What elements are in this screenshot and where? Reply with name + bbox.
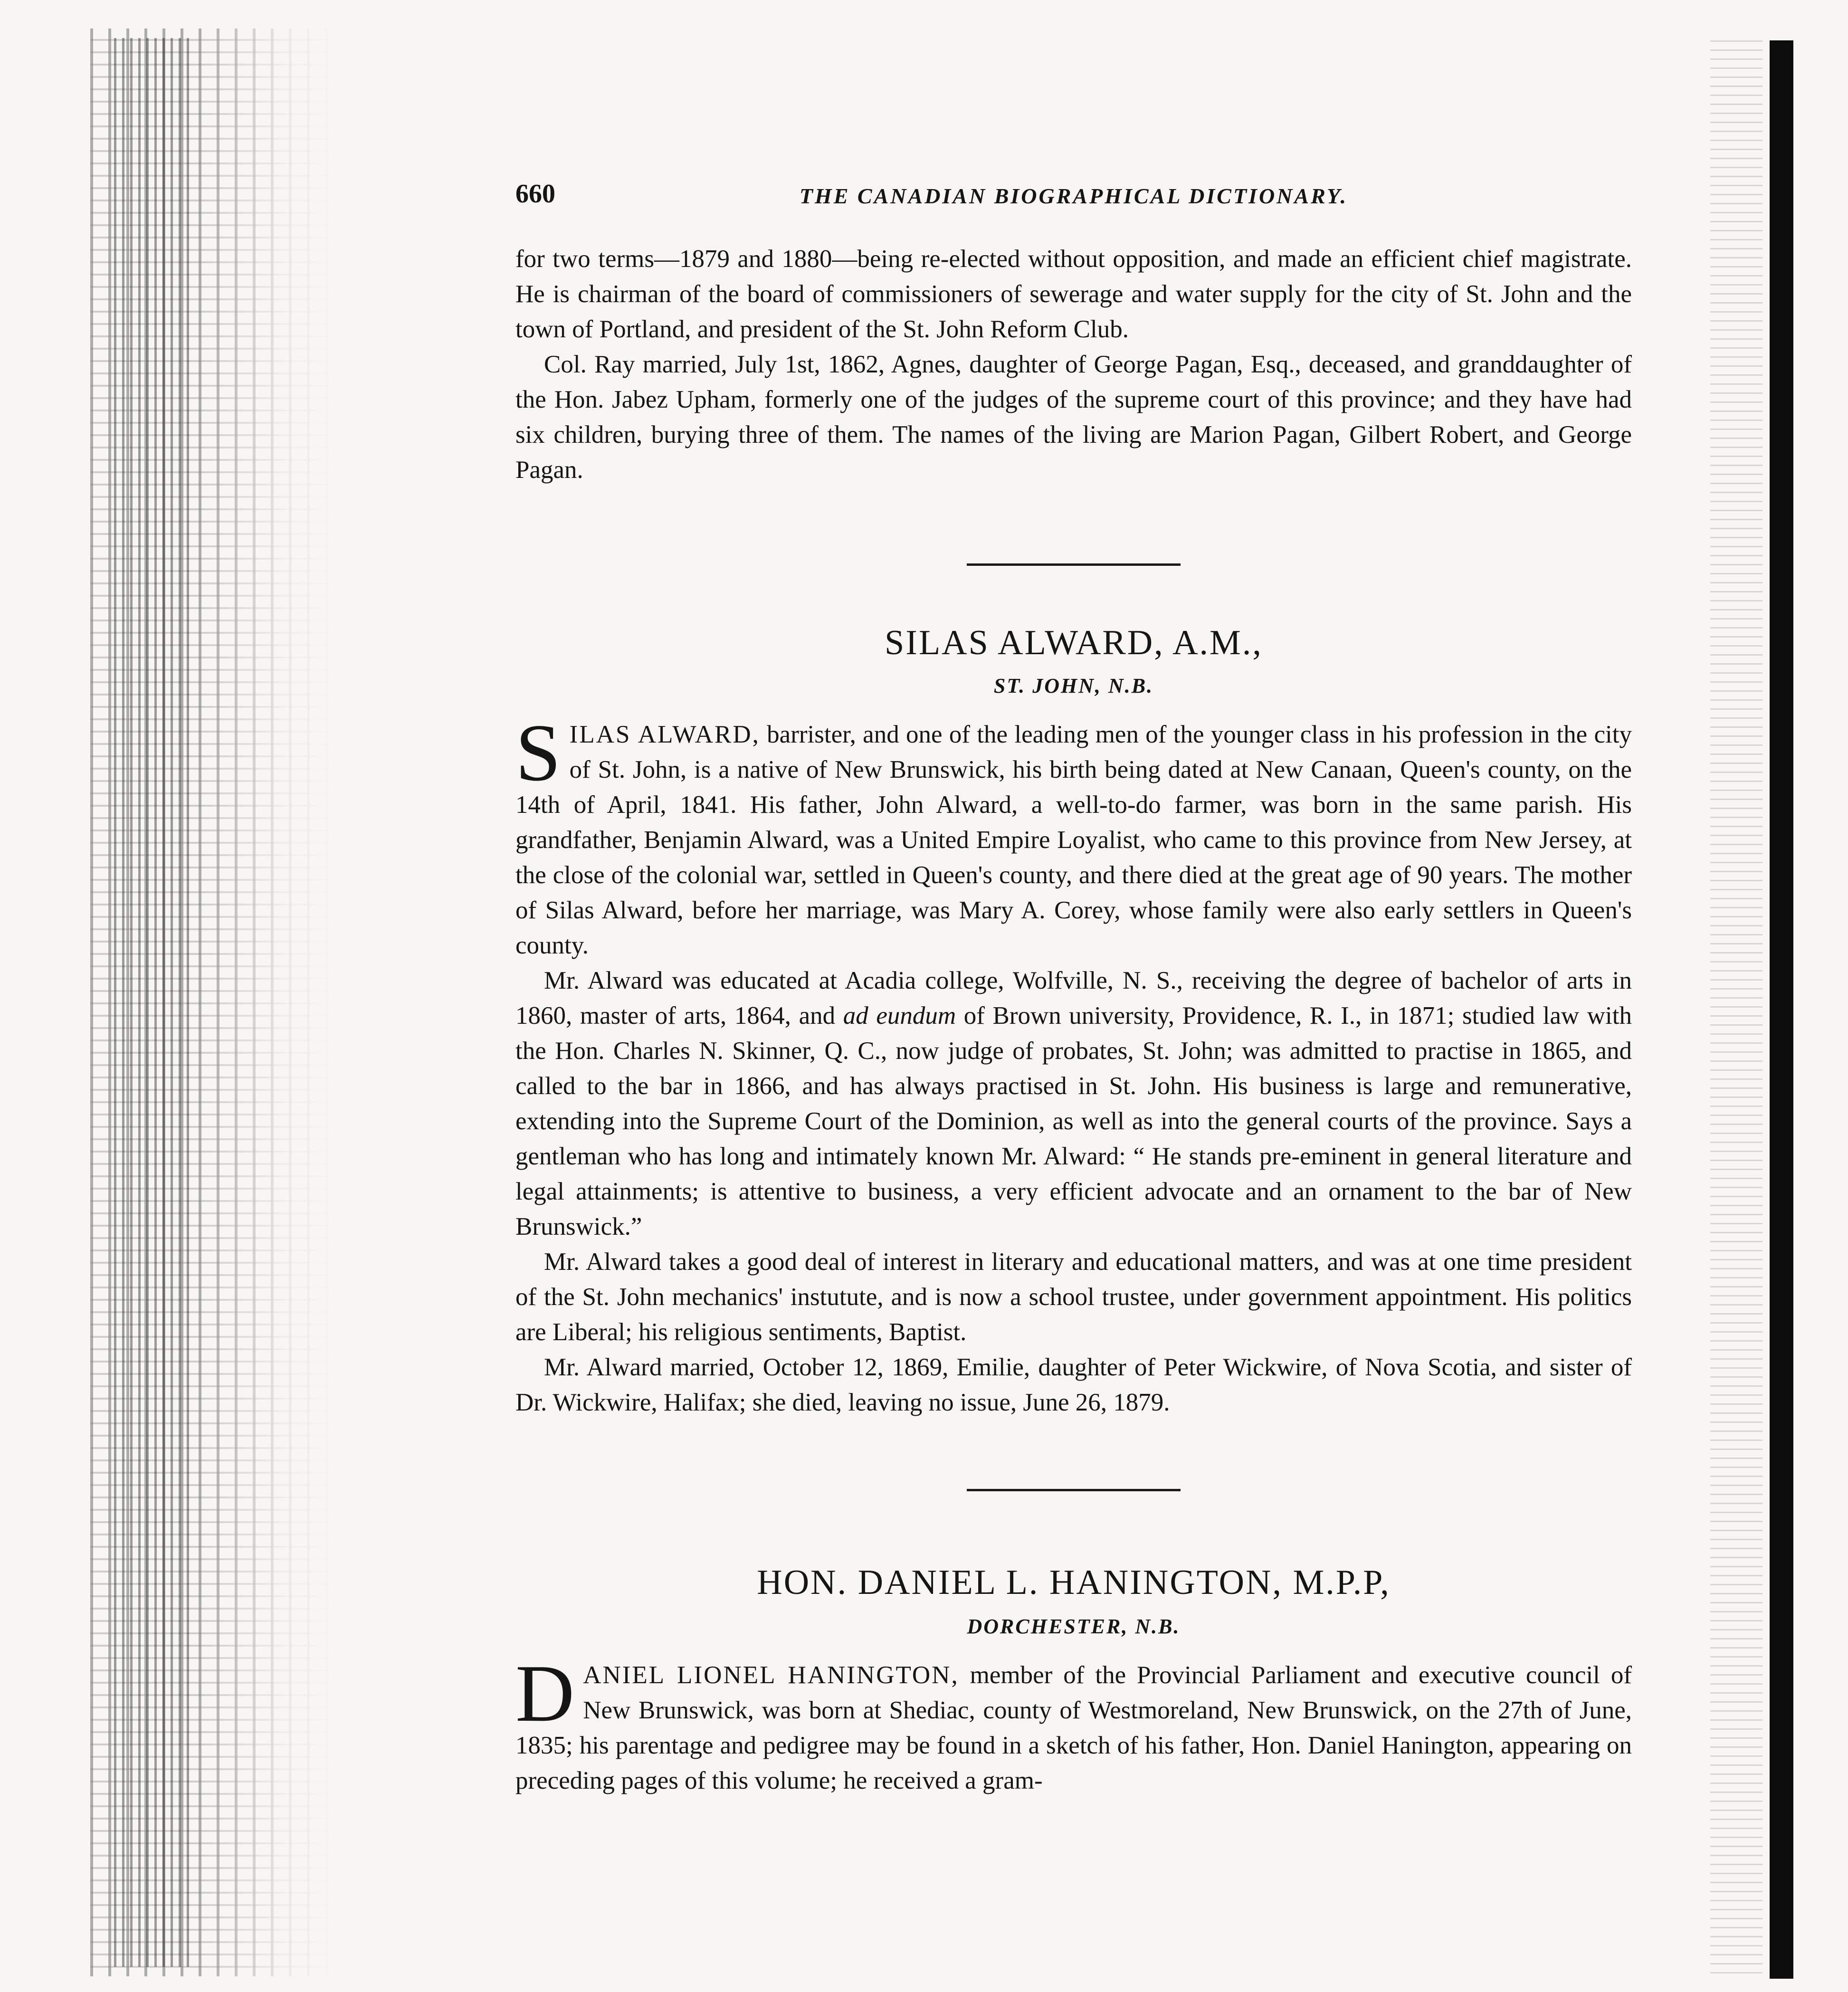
lead-caps: ANIEL LIONEL HANINGTON, bbox=[583, 1661, 959, 1689]
entry-body-paragraph bbox=[515, 1649, 1632, 1798]
continuation-paragraph: for two terms—1879 and 1880—being re-elected without opposition, and made an efficient chief magistrate. He is chairman of the board of commissioners of sewerage and water supply for the city of St. John and the town of Portland, and president of the St. John Reform Club. bbox=[515, 245, 1632, 343]
scan-right-edge bbox=[1770, 40, 1793, 1979]
drop-cap: D bbox=[515, 1649, 575, 1739]
latin-phrase: ad eundum bbox=[843, 1002, 956, 1029]
scan-right-speckle bbox=[1710, 40, 1762, 1979]
drop-cap: S bbox=[515, 708, 561, 798]
entry-place-alward: ST. JOHN, N.B. bbox=[993, 674, 1154, 697]
page-number: 660 bbox=[515, 179, 555, 209]
entry-body-paragraph bbox=[515, 708, 1632, 963]
entry-body-paragraph bbox=[515, 963, 1632, 1244]
entry-body-paragraph: Mr. Alward married, October 12, 1869, Emilie, daughter of Peter Wickwire, of Nova Scotia, and sister of Dr. Wickwire, Halifax; she died, leaving no issue, June 26, 1879. bbox=[515, 1353, 1632, 1416]
paragraph-text: member of the Provincial Parliament and executive council of New Brunswick, was born at Shediac, county of Westmoreland, New Brunswick, on the 27th of June, 1835; his parentage and pedigree may be found in a sketch of his father, Hon. Daniel Hanington, appearing on preceding pages of this volume; he received a gram- bbox=[515, 1661, 1632, 1794]
paragraph-text: barrister, and one of the leading men of the younger class in his profession in the city of St. John, is a native of New Brunswick, his birth being dated at New Canaan, Queen's county, on the 14th of April, 1841. His father, John Alward, a well-to-do farmer, was born in the same parish. His grandfather, Benjamin Alward, was a United Empire Loyalist, who came to this province from New Jersey, at the close of the colonial war, settled in Queen's county, and there died at the great age of 90 years. The mother of Silas Alward, before her marriage, was Mary A. Corey, whose family were also early settlers in Queen's county. bbox=[515, 721, 1632, 959]
scan-binding-marks bbox=[114, 38, 190, 1967]
paragraph-text: of Brown university, Providence, R. I., in 1871; studied law with the Hon. Charles N. Skinner, Q. C., now judge of probates, St. John; was admitted to practise in 1865, and called to the bar in 1866, and has always practised in St. John. His business is large and remunerative, extending into the Supreme Court of the Dominion, as well as into the general courts of the province. Says a gentleman who has long and intimately known Mr. Alward: “ He stands pre-eminent in general literature and legal attainments; is attentive to business, a very efficient advocate and an ornament to the bar of New Brunswick.” bbox=[515, 1002, 1632, 1240]
running-title: THE CANADIAN BIOGRAPHICAL DICTIONARY. bbox=[799, 184, 1348, 208]
entry-name-hanington: HON. DANIEL L. HANINGTON, M.P.P, bbox=[757, 1563, 1391, 1602]
lead-caps: ILAS ALWARD, bbox=[569, 721, 760, 748]
entry-place-hanington: DORCHESTER, N.B. bbox=[967, 1615, 1181, 1638]
running-head bbox=[515, 176, 1632, 219]
entry-name-alward: SILAS ALWARD, A.M., bbox=[885, 623, 1263, 662]
book-page bbox=[515, 176, 1632, 1798]
paragraph-text: Mr. Alward was educated at Acadia college, Wolfville, N. S., receiving the degree of bachelor of arts in 1860, master of arts, 1864, and bbox=[515, 967, 1632, 1029]
entry-body-paragraph: Mr. Alward takes a good deal of interest in literary and educational matters, and was at one time president of the St. John mechanics' instutute, and is now a school trustee, under government appointment. His politics are Liberal; his religious sentiments, Baptist. bbox=[515, 1248, 1632, 1346]
continuation-paragraph: Col. Ray married, July 1st, 1862, Agnes, daughter of George Pagan, Esq., deceased, and granddaughter of the Hon. Jabez Upham, formerly one of the judges of the supreme court of this province; and they have had six children, burying three of them. The names of the living are Marion Pagan, Gilbert Robert, and George Pagan. bbox=[515, 351, 1632, 484]
